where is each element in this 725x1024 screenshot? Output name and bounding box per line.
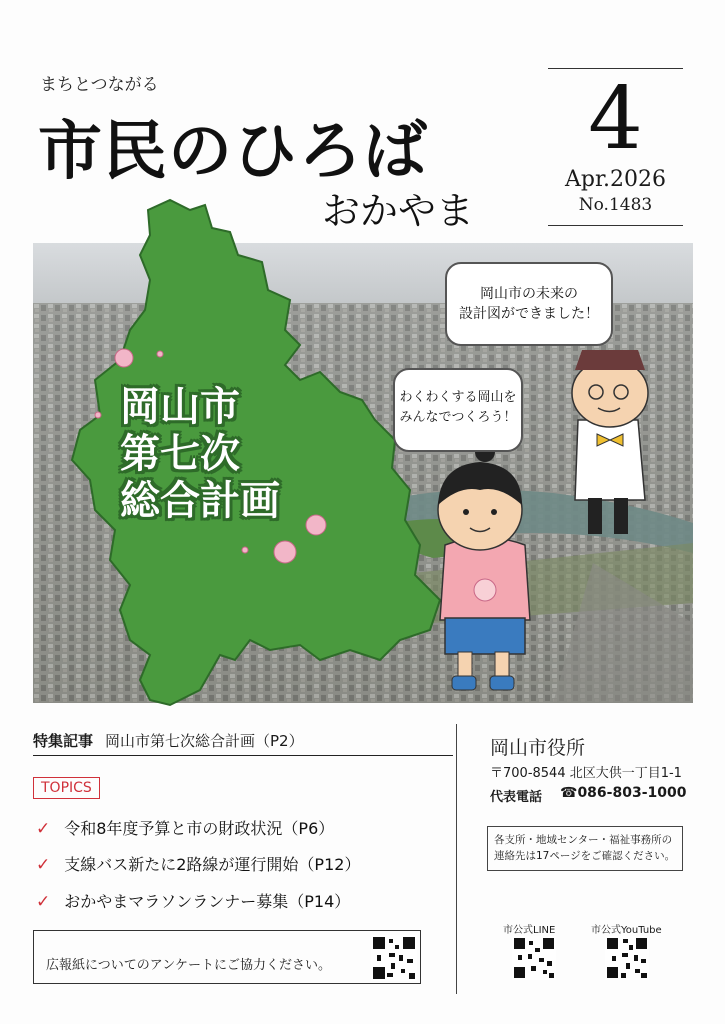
feature-article: [33, 730, 453, 756]
child-character: [438, 442, 530, 690]
feature-label: 特集記事: [33, 732, 94, 750]
bubble-line: みんなでつくろう！: [399, 410, 517, 425]
bubble-line: わくわくする岡山を: [399, 390, 517, 405]
note-line: 連絡先は17ページをご確認ください。: [494, 850, 676, 862]
survey-box: [33, 930, 421, 984]
speech-bubble-together: [393, 368, 523, 452]
magazine-title: 市民のひろば: [38, 115, 428, 189]
youtube-qr-code[interactable]: [605, 936, 649, 980]
bubble-line: 設計図ができました！: [459, 306, 599, 322]
topic-text: 令和8年度予算と市の財政状況（P6）: [64, 819, 335, 838]
tel-number[interactable]: ☎086-803-1000: [560, 785, 687, 801]
topic-text: 支線バス新たに2路線が運行開始（P12）: [64, 855, 361, 874]
elderly-man-character: [572, 350, 648, 534]
column-divider: [456, 724, 457, 994]
contact-note: [487, 826, 683, 871]
youtube-label: 市公式YouTube: [591, 925, 662, 936]
topic-item: [36, 852, 360, 875]
survey-text: 広報紙についてのアンケートにご協力ください。: [46, 958, 331, 973]
speech-bubble-future: [445, 262, 613, 346]
office-name: 岡山市役所: [490, 737, 586, 759]
checkmark-icon: ✓: [36, 892, 51, 912]
note-line: 各支所・地域センター・福祉事務所の: [494, 834, 673, 846]
checkmark-icon: ✓: [36, 819, 51, 839]
line-label: 市公式LINE: [503, 925, 556, 936]
map-text-line: 岡山市: [120, 384, 240, 430]
topic-item: [36, 889, 350, 912]
survey-qr-code[interactable]: [371, 935, 417, 981]
issue-number: No.1483: [578, 195, 653, 215]
map-text-line: 総合計画: [120, 478, 280, 524]
issue-month: 4: [588, 69, 643, 169]
tagline: まちとつながる: [40, 75, 159, 95]
topic-item: [36, 816, 334, 839]
map-text-line: 第七次: [120, 431, 240, 477]
magazine-subtitle: おかやま: [322, 189, 475, 233]
bubble-line: 岡山市の未来の: [480, 286, 578, 302]
topic-text: おかやまマラソンランナー募集（P14）: [64, 892, 351, 911]
tel-label: 代表電話: [490, 790, 543, 805]
feature-title: 岡山市第七次総合計画（P2）: [105, 732, 304, 750]
issue-date: Apr.2026: [564, 167, 667, 192]
line-qr-code[interactable]: [512, 936, 556, 980]
topics-label: TOPICS: [33, 777, 100, 799]
checkmark-icon: ✓: [36, 855, 51, 875]
office-address: 〒700-8544 北区大供一丁目1-1: [490, 766, 682, 781]
